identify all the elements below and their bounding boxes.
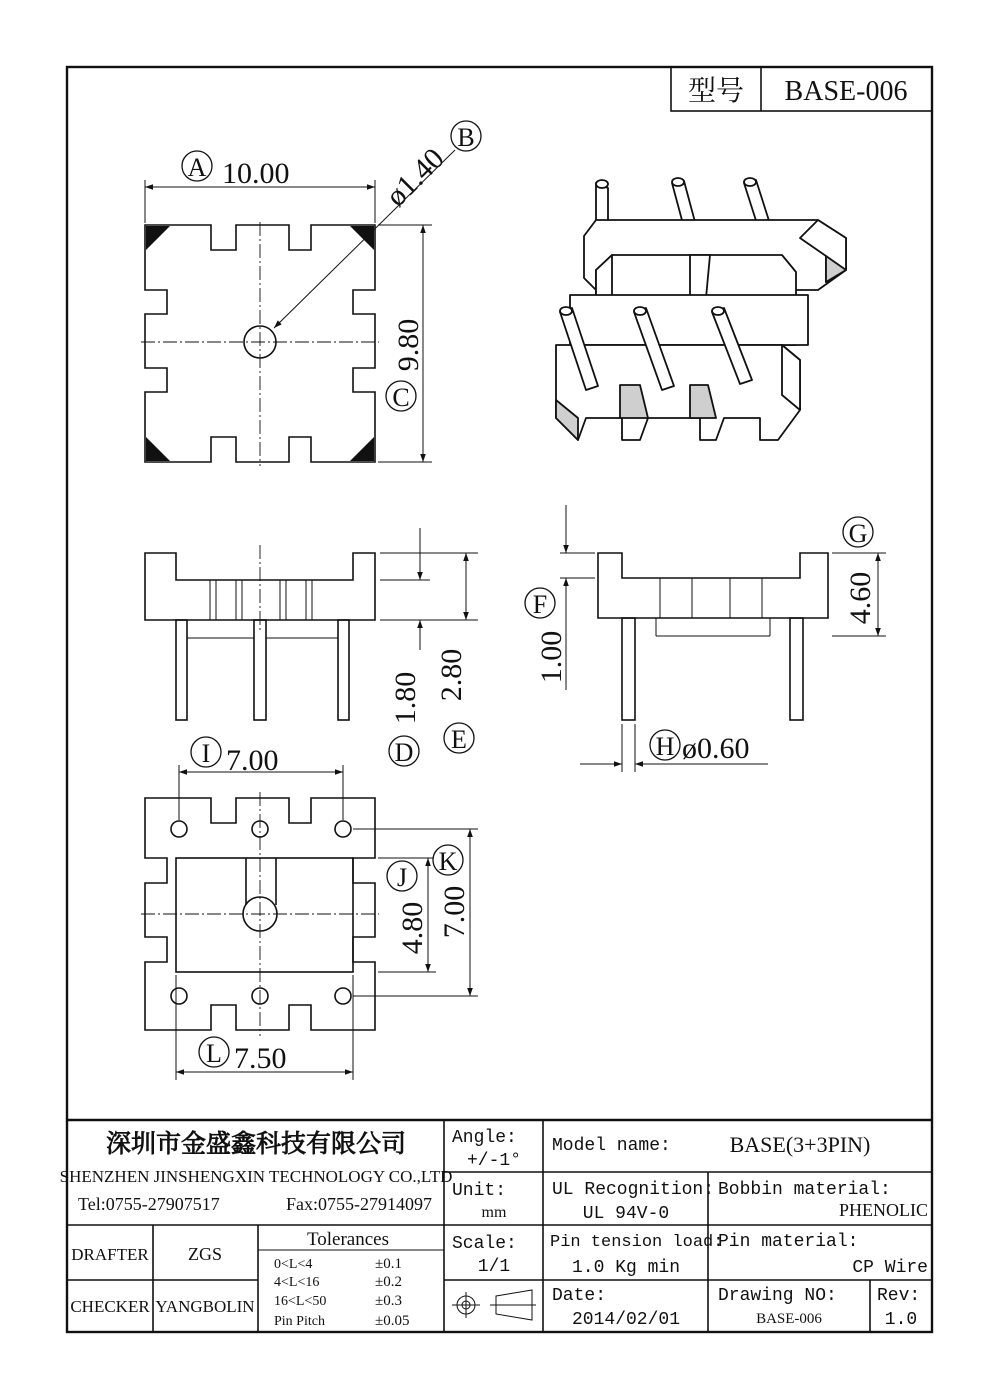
model-label: 型号 xyxy=(687,74,745,107)
dim-a-letter: A xyxy=(187,153,207,182)
ul-recognition-value: UL 94V-0 xyxy=(582,1204,670,1224)
dim-b-letter: B xyxy=(457,123,475,152)
dim-j-letter: J xyxy=(396,863,408,892)
model-header xyxy=(671,67,932,111)
dim-f-letter: F xyxy=(532,590,548,619)
tolerances-label: Tolerances xyxy=(306,1229,390,1250)
tolerance-range-2: 4<L<16 xyxy=(274,1275,320,1290)
drafter-label: DRAFTER xyxy=(71,1245,149,1264)
dim-f-value: 1.00 xyxy=(535,630,568,684)
bobbin-material-label: Bobbin material: xyxy=(718,1180,891,1200)
checker-label: CHECKER xyxy=(70,1297,150,1316)
scale-label: Scale: xyxy=(452,1234,517,1254)
dim-e-letter: E xyxy=(451,725,467,754)
dim-h-value: ø0.60 xyxy=(682,732,750,765)
rev-label: Rev: xyxy=(877,1286,921,1306)
dim-g-letter: G xyxy=(848,519,868,548)
unit-label: Unit: xyxy=(452,1181,507,1201)
dim-k-value: 7.00 xyxy=(438,885,471,939)
checker-value: YANGBOLIN xyxy=(155,1297,255,1316)
tolerance-range-4: Pin Pitch xyxy=(274,1314,325,1329)
rev-value: 1.0 xyxy=(884,1310,918,1330)
dim-e-value: 2.80 xyxy=(435,648,468,702)
dim-c-value: 9.80 xyxy=(392,318,425,372)
dim-j-value: 4.80 xyxy=(396,901,429,955)
tolerance-range-3: 16<L<50 xyxy=(274,1294,327,1309)
dim-g-value: 4.60 xyxy=(844,571,877,625)
drafter-value: ZGS xyxy=(187,1244,223,1264)
tolerance-range-1: 0<L<4 xyxy=(274,1257,313,1272)
model-name-label: Model name: xyxy=(552,1136,671,1156)
dim-i-letter: I xyxy=(201,739,211,768)
dim-k-letter: K xyxy=(438,847,458,876)
pin-material-label: Pin material: xyxy=(718,1232,859,1252)
dim-c-letter: C xyxy=(392,383,410,412)
dim-d-letter: D xyxy=(394,738,414,767)
unit-value: mm xyxy=(481,1204,507,1221)
tolerance-value-4: ±0.05 xyxy=(375,1313,410,1329)
drawing-no-label: Drawing NO: xyxy=(718,1286,837,1306)
angle-label: Angle: xyxy=(452,1128,517,1148)
dim-h-letter: H xyxy=(655,732,675,761)
company-tel: Tel:0755-27907517 xyxy=(78,1194,220,1214)
drawing-no-value: BASE-006 xyxy=(756,1311,822,1327)
angle-value: +/-1° xyxy=(466,1151,522,1171)
bottom-view xyxy=(141,792,379,1036)
company-fax: Fax:0755-27914097 xyxy=(286,1194,432,1214)
projection-symbol-icon xyxy=(452,1290,536,1320)
dim-l-value: 7.50 xyxy=(234,1042,287,1075)
dim-a-value: 10.00 xyxy=(222,157,290,190)
isometric-view xyxy=(556,178,846,440)
company-name-en: SHENZHEN JINSHENGXIN TECHNOLOGY CO.,LTD xyxy=(59,1167,453,1186)
front-view xyxy=(145,545,375,720)
tolerance-value-2: ±0.2 xyxy=(375,1274,402,1290)
tolerance-value-1: ±0.1 xyxy=(375,1256,402,1272)
model-value: BASE-006 xyxy=(784,76,908,107)
top-view xyxy=(141,222,379,466)
bobbin-material-value: PHENOLIC xyxy=(839,1200,928,1220)
dim-d-value: 1.80 xyxy=(389,671,422,725)
model-name-value: BASE(3+3PIN) xyxy=(729,1132,871,1157)
side-view xyxy=(598,553,828,720)
pin-tension-label: Pin tension load: xyxy=(550,1233,724,1252)
pin-tension-value: 1.0 Kg min xyxy=(571,1258,681,1278)
scale-value: 1/1 xyxy=(477,1257,511,1277)
dim-l-letter: L xyxy=(206,1039,222,1068)
ul-recognition-label: UL Recognition: xyxy=(552,1180,715,1200)
tolerance-value-3: ±0.3 xyxy=(375,1293,402,1309)
date-label: Date: xyxy=(552,1286,607,1306)
title-block xyxy=(60,1120,932,1332)
dim-i-value: 7.00 xyxy=(226,744,279,777)
date-value: 2014/02/01 xyxy=(571,1310,681,1330)
company-name-cn: 深圳市金盛鑫科技有限公司 xyxy=(105,1129,407,1158)
dim-b-value: ø1.40 xyxy=(379,141,451,213)
pin-material-value: CP Wire xyxy=(852,1258,928,1278)
